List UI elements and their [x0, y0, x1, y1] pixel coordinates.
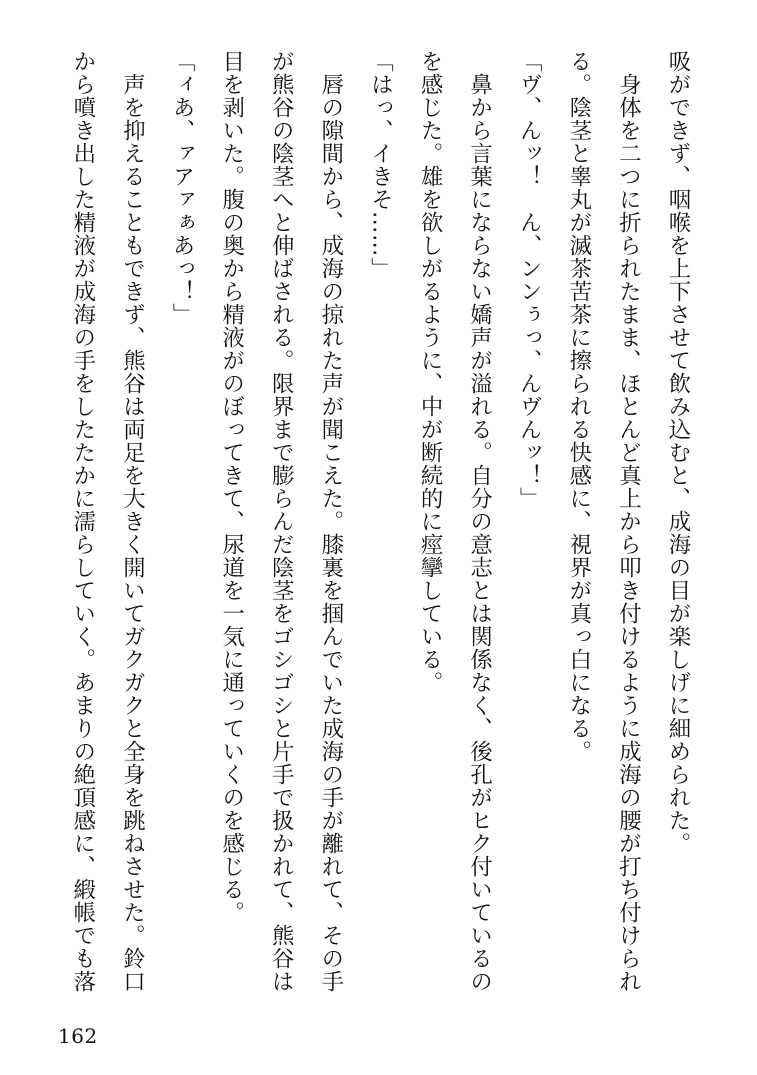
text-line: 唇の隙間から、成海の掠れた声が聞こえた。膝裏を掴んでいた成海の手が離れて、その手 — [317, 50, 344, 993]
text-line: 「はっ、イきそ……」 — [367, 50, 394, 280]
text-line: 目を剥いた。腹の奥から精液がのぼってきて、尿道を一気に通っていくのを感じる。 — [218, 50, 245, 924]
text-line: 身体を二つに折られたまま、ほとんど真上から叩き付けるように成海の腰が打ち付けられ — [615, 50, 642, 993]
text-line: を感じた。雄を欲しがるように、中が断続的に痙攣している。 — [417, 50, 444, 694]
vertical-text-body — [42, 50, 702, 1005]
text-line: 鼻から言葉にならない嬌声が溢れる。自分の意志とは関係なく、後孔がヒク付いているの — [466, 50, 493, 993]
text-line: 吸ができず、咽喉を上下させて飲み込むと、成海の目が楽しげに細められた。 — [665, 50, 691, 855]
text-line: が熊谷の陰茎へと伸ばされる。限界まで膨らんだ陰茎をゴシゴシと片手で扱かれて、熊谷は — [268, 50, 295, 993]
page-number: 162 — [58, 1024, 98, 1048]
text-line: 「ィあ、ァアァぁあっ！」 — [169, 50, 196, 326]
text-line: る。陰茎と睾丸が滅茶苦茶に擦られる快感に、視界が真っ白になる。 — [565, 50, 592, 763]
text-line: から噴き出した精液が成海の手をしたたかに濡らしていく。あまりの絶頂感に、緞帳でも落 — [69, 50, 96, 993]
text-line: 「ヴ、んッ！ ん、ンンぅっ、んヴんッ！」 — [516, 50, 543, 510]
text-line: 声を抑えることもできず、熊谷は両足を大きく開いてガクガクと全身を跳ねさせた。鈴口 — [119, 50, 146, 993]
